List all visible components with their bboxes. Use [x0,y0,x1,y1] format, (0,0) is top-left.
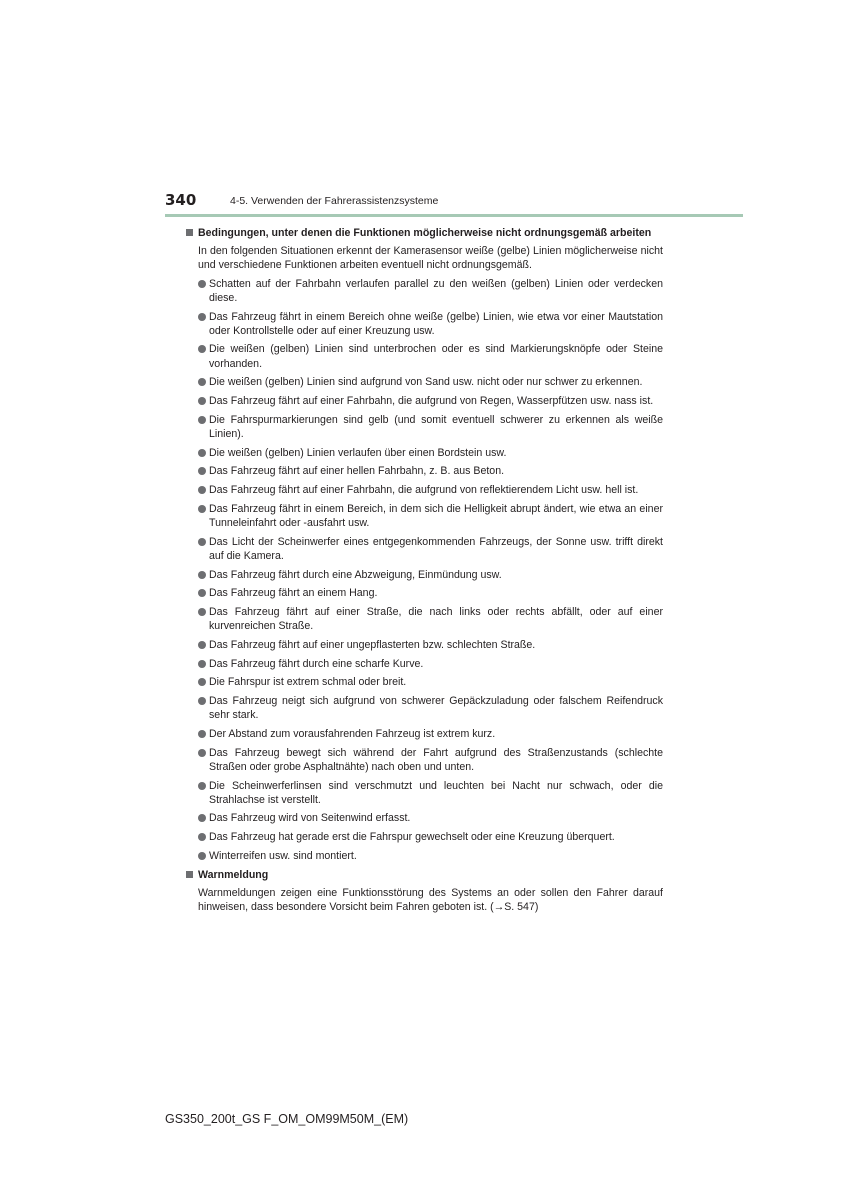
circle-bullet-icon [198,782,206,790]
circle-bullet-icon [198,730,206,738]
list-item-text: Das Fahrzeug fährt durch eine Abzweigung, Einmündung usw. [209,568,502,581]
list-item [198,394,663,408]
list-item [198,811,663,825]
list-item [198,568,663,582]
circle-bullet-icon [198,608,206,616]
list-item-text: Die weißen (gelben) Linien sind aufgrund von Sand usw. nicht oder nur schwer zu erkennen. [209,376,643,389]
list-item [198,657,663,671]
circle-bullet-icon [198,486,206,494]
list-item-text: Das Fahrzeug fährt auf einer Straße, die nach links oder rechts abfällt, oder auf einer kurvenreichen Straße. [209,605,663,633]
warning-text: Warnmeldungen zeigen eine Funktionsstörung des Systems an oder sollen den Fahrer darauf hinweisen, dass besondere Vorsicht beim Fahren geboten ist. (→S. 547) [198,886,663,913]
list-item-text: Das Fahrzeug fährt in einem Bereich, in dem sich die Helligkeit abrupt ändert, wie etwa an einer Tunneleinfahrt oder -ausfahrt usw. [209,502,663,529]
condition-list [198,277,663,863]
circle-bullet-icon [198,449,206,457]
list-item-text: Das Fahrzeug hat gerade erst die Fahrspur gewechselt oder eine Kreuzung überquert. [209,831,615,844]
circle-bullet-icon [198,833,206,841]
list-item [198,464,663,478]
circle-bullet-icon [198,467,206,475]
list-item [198,675,663,689]
circle-bullet-icon [198,697,206,705]
circle-bullet-icon [198,852,206,860]
list-item-text: Das Licht der Scheinwerfer eines entgegenkommenden Fahrzeugs, der Sonne usw. trifft direkt auf die Kamera. [209,535,663,562]
circle-bullet-icon [198,678,206,686]
list-item-text: Das Fahrzeug fährt auf einer Fahrbahn, die aufgrund von reflektierendem Licht usw. hell ist. [209,484,639,497]
circle-bullet-icon [198,749,206,757]
list-item [198,310,663,338]
list-item [198,779,663,807]
chapter-title: 4-5. Verwenden der Fahrerassistenzsysteme [230,195,439,207]
list-item [198,638,663,652]
list-item-text: Der Abstand zum vorausfahrenden Fahrzeug ist extrem kurz. [209,727,496,740]
circle-bullet-icon [198,660,206,668]
section-intro: In den folgenden Situationen erkennt der Kamerasensor weiße (gelbe) Linien möglicherweise nicht und verschiedene Funktionen arbeiten eventuell nicht ordnungsgemäß. [198,245,663,272]
circle-bullet-icon [198,505,206,513]
list-item-text: Das Fahrzeug fährt auf einer hellen Fahrbahn, z. B. aus Beton. [209,465,505,478]
list-item [198,342,663,370]
document-code: GS350_200t_GS F_OM_OM99M50M_(EM) [165,1112,409,1126]
circle-bullet-icon [198,345,206,353]
list-item-text: Winterreifen usw. sind montiert. [209,849,357,862]
section-heading-conditions [186,226,663,240]
circle-bullet-icon [198,416,206,424]
list-item-text: Die Fahrspur ist extrem schmal oder breit. [209,676,407,689]
page-number: 340 [165,191,197,209]
list-item-text: Das Fahrzeug fährt in einem Bereich ohne weiße (gelbe) Linien, wie etwa vor einer Mautstation oder Kontrollstelle oder auf einer Kreuzung usw. [209,310,663,337]
list-item [198,375,663,389]
list-item-text: Das Fahrzeug fährt durch eine scharfe Kurve. [209,657,424,670]
list-item [198,446,663,460]
list-item [198,605,663,633]
circle-bullet-icon [198,378,206,386]
list-item-text: Die weißen (gelben) Linien verlaufen über einen Bordstein usw. [209,446,507,459]
circle-bullet-icon [198,814,206,822]
list-item [198,483,663,497]
circle-bullet-icon [198,397,206,405]
list-item [198,586,663,600]
list-item-text: Das Fahrzeug bewegt sich während der Fahrt aufgrund des Straßenzustands (schlechte Straßen oder grobe Asphaltnähte) nach oben und unten. [209,746,663,773]
list-item [198,694,663,722]
list-item [198,277,663,305]
list-item-text: Das Fahrzeug fährt an einem Hang. [209,587,378,600]
circle-bullet-icon [198,313,206,321]
list-item [198,849,663,863]
section-heading-text: Bedingungen, unter denen die Funktionen möglicherweise nicht ordnungsgemäß arbeiten [198,227,652,239]
section-heading-warning [186,868,663,882]
list-item-text: Die Scheinwerferlinsen sind verschmutzt und leuchten bei Nacht nur schwach, oder die Strahlachse ist verstellt. [209,779,663,806]
list-item-text: Die weißen (gelben) Linien sind unterbrochen oder es sind Markierungsknöpfe oder Steine vorhanden. [209,343,663,370]
circle-bullet-icon [198,280,206,288]
list-item-text: Das Fahrzeug fährt auf einer ungepflasterten bzw. schlechten Straße. [209,638,536,651]
list-item [198,413,663,441]
list-item [198,502,663,530]
square-bullet-icon [186,229,193,236]
list-item [198,746,663,774]
circle-bullet-icon [198,538,206,546]
square-bullet-icon [186,871,193,878]
circle-bullet-icon [198,589,206,597]
header-divider [165,214,743,217]
list-item-text: Das Fahrzeug fährt auf einer Fahrbahn, die aufgrund von Regen, Wasserpfützen usw. nass ist. [209,395,654,408]
list-item [198,727,663,741]
list-item-text: Das Fahrzeug neigt sich aufgrund von schwerer Gepäckzuladung oder falschem Reifendruck sehr stark. [209,694,663,722]
list-item-text: Die Fahrspurmarkierungen sind gelb (und somit eventuell schwerer zu erkennen als weiße Linien). [209,413,663,440]
list-item-text: Das Fahrzeug wird von Seitenwind erfasst. [209,812,411,825]
section-heading-text: Warnmeldung [198,868,269,881]
list-item [198,535,663,563]
list-item-text: Schatten auf der Fahrbahn verlaufen parallel zu den weißen (gelben) Linien oder verdecken diese. [209,277,663,304]
list-item [198,830,663,844]
circle-bullet-icon [198,571,206,579]
circle-bullet-icon [198,641,206,649]
page-content [186,226,663,914]
